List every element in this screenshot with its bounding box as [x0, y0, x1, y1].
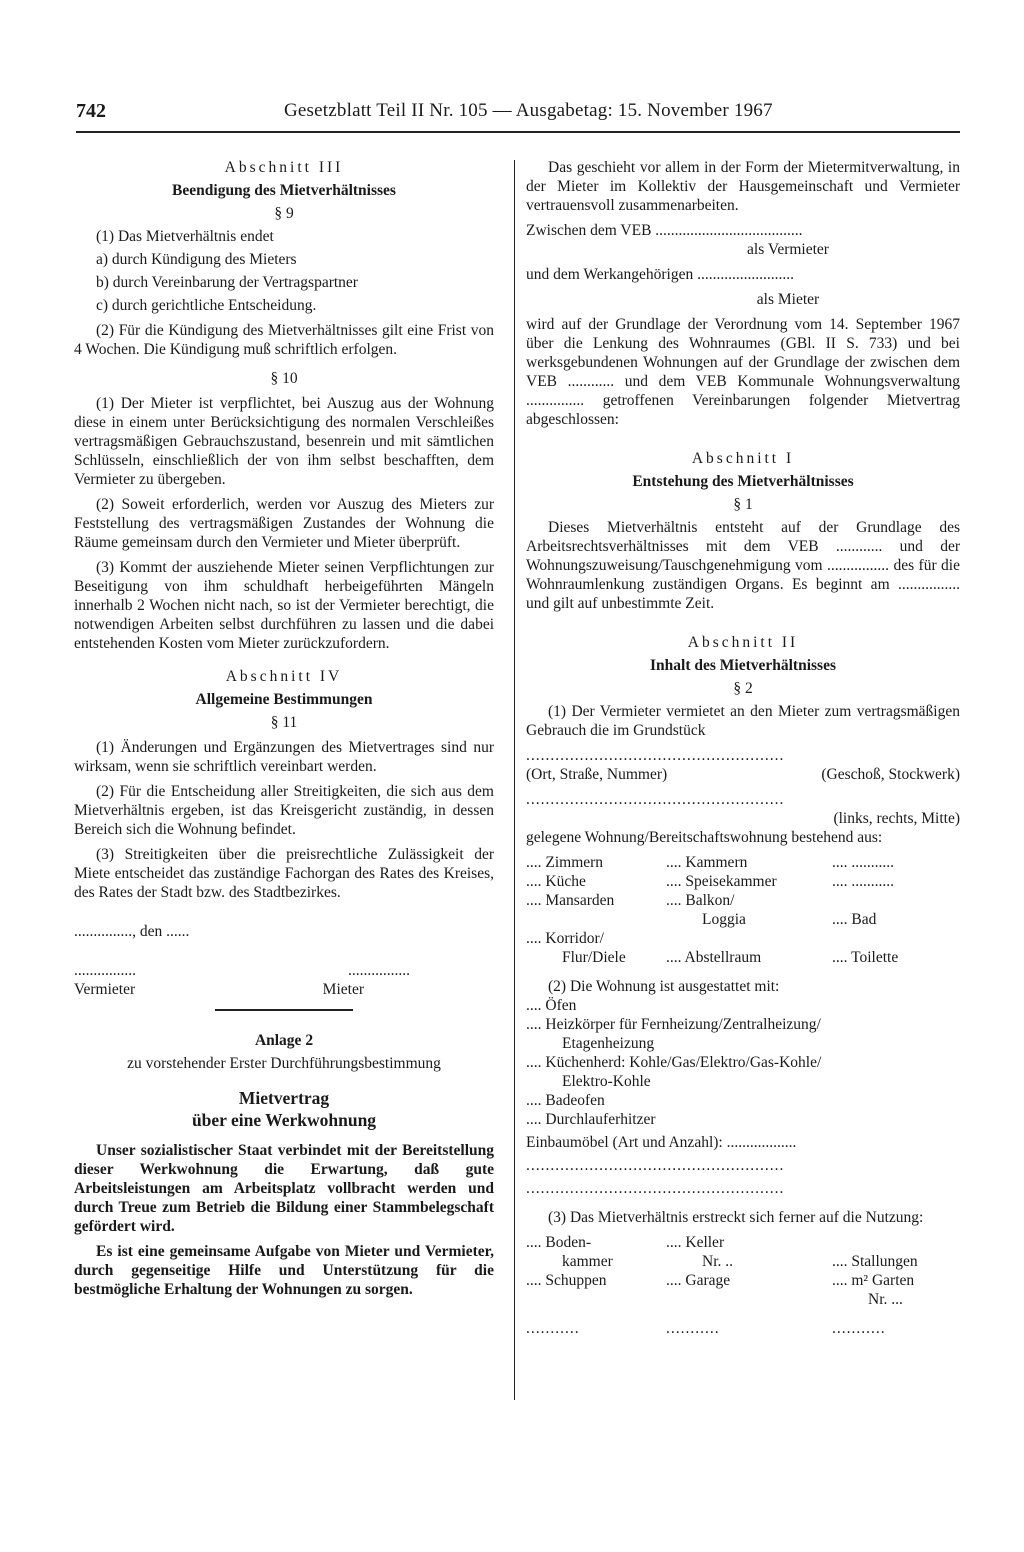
section-title: Entstehung des Mietverhältnisses: [632, 473, 854, 490]
fill-dots: ...........: [832, 1320, 886, 1337]
room-cell: .... Kammern: [666, 854, 748, 871]
clause: (2) Für die Entscheidung aller Streitigkeiten, die sich aus dem Mietverhältnis ergeben, ist das Kreisgericht zuständig, in dessen Bereich sich die Wohnung befindet.: [74, 783, 494, 838]
equipment-item: .... Durchlauferhitzer: [526, 1111, 656, 1128]
separator-rule: [215, 1009, 353, 1011]
fill-line: .....................................................: [526, 747, 785, 764]
bottom-fill-row: [526, 1319, 960, 1338]
clause: gelegene Wohnung/Bereitschaftswohnung bestehend aus:: [526, 829, 883, 846]
contract-subtitle: über eine Werkwohnung: [191, 1110, 377, 1130]
clause: (3) Streitigkeiten über die preisrechtliche Zulässigkeit der Miete entscheidet das zuständige Fachorgan des Rates des Kreises, des Rates der Stadt bzw. des Stadtbezirkes.: [74, 846, 494, 901]
section-title: Allgemeine Bestimmungen: [195, 691, 373, 708]
rooms-grid: [526, 853, 960, 967]
party-role: als Vermieter: [747, 241, 829, 258]
clause: (1) Das Mietverhältnis endet: [96, 228, 274, 245]
usage-cell: .... Keller: [666, 1234, 725, 1251]
annex-title: Anlage 2: [254, 1032, 314, 1049]
intro-paragraph: Es ist eine gemeinsame Aufgabe von Mieter und Vermieter, durch gegenseitige Hilfe und Unterstützung für die bestmögliche Erhaltung der Wohnungen zu sorgen.: [74, 1243, 494, 1298]
annex-subtitle: zu vorstehender Erster Durchführungsbestimmung: [127, 1055, 441, 1072]
caption-links: (links, rechts, Mitte): [833, 810, 960, 827]
clause: (1) Änderungen und Ergänzungen des Mietvertrages sind nur wirksam, wenn sie schriftlich vereinbart werden.: [74, 739, 494, 775]
room-cell: [832, 929, 960, 948]
equipment-item: .... Badeofen: [526, 1092, 605, 1109]
room-cell: .... Korridor/: [526, 930, 604, 947]
section-heading: Abschnitt I: [691, 450, 795, 467]
equipment-item: Etagenheizung: [562, 1035, 655, 1052]
usage-cell: Nr. ..: [702, 1253, 733, 1270]
usage-cell: [526, 1290, 666, 1309]
room-cell: .... Küche: [526, 873, 586, 890]
room-cell: .... Toilette: [832, 949, 899, 966]
room-cell: .... Mansarden: [526, 892, 615, 909]
sig-label-vermieter: Vermieter: [74, 981, 136, 998]
clause-item: b) durch Vereinbarung der Vertragspartner: [96, 274, 358, 291]
sig-dots-right: ................: [348, 962, 410, 979]
room-cell: .... Bad: [832, 911, 877, 928]
clause: (2) Soweit erforderlich, werden vor Auszug des Mieters zur Feststellung des vertragsmäßigen Zustandes der Wohnung die Räume gemeinsam durch den Vermieter und Mieter überprüft.: [74, 496, 494, 551]
equipment-item: .... Küchenherd: Kohle/Gas/Elektro/Gas-Kohle/: [526, 1054, 822, 1071]
usage-cell: .... m² Garten: [832, 1272, 915, 1289]
usage-cell: Nr. ...: [868, 1291, 903, 1308]
paragraph-sign: § 10: [270, 370, 298, 387]
paragraph-sign: § 9: [274, 205, 294, 222]
fill-dots: ...........: [666, 1320, 720, 1337]
room-cell: .... Speisekammer: [666, 873, 777, 890]
equipment-item: .... Heizkörper für Fernheizung/Zentralheizung/: [526, 1016, 821, 1033]
built-in-furniture: Einbaumöbel (Art und Anzahl): ..................: [526, 1134, 797, 1151]
usage-cell: [832, 1233, 960, 1252]
caption-geschoss: (Geschoß, Stockwerk): [821, 766, 960, 783]
room-cell: .... ...........: [832, 854, 894, 871]
equipment-item: Elektro-Kohle: [562, 1073, 651, 1090]
room-cell: [666, 929, 832, 948]
fill-line: .....................................................: [526, 1180, 785, 1197]
usage-cell: .... Schuppen: [526, 1272, 607, 1289]
usage-cell: .... Boden-: [526, 1234, 592, 1251]
signature-dots: [74, 961, 410, 980]
clause-item: c) durch gerichtliche Entscheidung.: [96, 297, 317, 314]
intro-paragraph: Unser sozialistischer Staat verbindet mit der Bereitstellung dieser Werkwohnung die Erwartung, daß gute Arbeitsleistungen am Arbeitsplatz vollbracht werden und durch Treue zum Betrieb die Bildung einer Stammbelegschaft gefördert wird.: [74, 1142, 494, 1235]
clause: Dieses Mietverhältnis entsteht auf der Grundlage des Arbeitsrechtsverhältnisses mit dem VEB ............ und der Wohnungszuweisung/Tauschgenehmigung vom ................ des für die Wohnraumlenkung zuständigen Organs. Es beginnt am ................ und gilt auf unbestimmte Zeit.: [526, 519, 960, 612]
clause: (1) Der Mieter ist verpflichtet, bei Auszug aus der Wohnung diese in einem unter Berücksichtigung des normalen Verschleißes vertragsmäßigen Gebrauchszustand, besenrein und mit sämtlichen Schlüsseln, einschließlich der von ihm selbst beschafften, dem Vermieter zu übergeben.: [74, 395, 494, 488]
room-cell: [832, 891, 960, 910]
caption-ort: (Ort, Straße, Nummer): [526, 766, 668, 783]
header-rule: [76, 131, 960, 133]
party-line: Zwischen dem VEB ......................................: [526, 222, 803, 239]
usage-cell: [666, 1290, 832, 1309]
section-heading: Abschnitt III: [224, 159, 344, 176]
section-title: Beendigung des Mietverhältnisses: [172, 182, 396, 199]
column-divider: [514, 160, 515, 1400]
clause-item: a) durch Kündigung des Mieters: [96, 251, 297, 268]
clause: (2) Für die Kündigung des Mietverhältnisses gilt eine Frist von 4 Wochen. Die Kündigung muß schriftlich erfolgen.: [74, 322, 494, 358]
fill-caption-row: [526, 765, 960, 784]
party-role: als Mieter: [756, 291, 820, 308]
right-column: [526, 158, 960, 1338]
running-header: Gesetzblatt Teil II Nr. 105 — Ausgabetag: 15. November 1967: [284, 100, 773, 121]
contract-basis: wird auf der Grundlage der Verordnung vom 14. September 1967 über die Lenkung des Wohnraumes (GBl. II S. 733) und bei werksgebundenen Wohnungen auf der Grundlage der zwischen dem VEB ............ und dem VEB Kommunale Wohnungsverwaltung ............... getroffenen Vereinbarungen folgender Mietvertrag abgeschlossen:: [526, 316, 960, 428]
room-cell: .... Zimmern: [526, 854, 604, 871]
section-heading: Abschnitt IV: [225, 668, 343, 685]
equipment-item: .... Öfen: [526, 997, 577, 1014]
date-line: ..............., den ......: [74, 923, 190, 940]
room-cell: [526, 910, 666, 929]
paragraph-sign: § 11: [270, 714, 298, 731]
usage-cell: kammer: [562, 1253, 613, 1270]
paragraph-sign: § 2: [733, 680, 753, 697]
clause: (1) Der Vermieter vermietet an den Mieter zum vertragsmäßigen Gebrauch die im Grundstück: [526, 703, 960, 739]
room-cell: Flur/Diele: [562, 949, 626, 966]
left-column: [74, 158, 494, 1299]
section-title: Inhalt des Mietverhältnisses: [650, 657, 836, 674]
usage-cell: .... Stallungen: [832, 1253, 918, 1270]
room-cell: .... Abstellraum: [666, 949, 762, 966]
signature-labels: [74, 980, 410, 999]
intro-paragraph: Das geschieht vor allem in der Form der Mietermitverwaltung, in der Mieter im Kollektiv der Hausgemeinschaft und Vermieter vertrauensvoll zusammenarbeiten.: [526, 159, 960, 214]
room-cell: Loggia: [702, 911, 746, 928]
clause: (2) Die Wohnung ist ausgestattet mit:: [548, 978, 780, 995]
sig-dots-left: ................: [74, 962, 136, 979]
fill-line: .....................................................: [526, 791, 785, 808]
usage-grid: [526, 1233, 960, 1309]
room-cell: .... Balkon/: [666, 892, 735, 909]
paragraph-sign: § 1: [733, 496, 753, 513]
page-number: 742: [76, 100, 106, 122]
section-heading: Abschnitt II: [687, 634, 799, 651]
room-cell: .... ...........: [832, 873, 894, 890]
usage-cell: .... Garage: [666, 1272, 731, 1289]
clause: (3) Das Mietverhältnis erstreckt sich ferner auf die Nutzung:: [548, 1209, 924, 1226]
clause: (3) Kommt der ausziehende Mieter seinen Verpflichtungen zur Beseitigung von ihm schuldhaft herbeigeführten Mängeln innerhalb 2 Wochen nicht nach, so ist der Vermieter berechtigt, die notwendigen Arbeiten selbst durchführen zu lassen und die dabei entstehenden Kosten vom Mieter zurückzufordern.: [74, 559, 494, 652]
contract-title: Mietvertrag: [238, 1088, 330, 1108]
sig-label-mieter: Mieter: [322, 981, 364, 998]
party-line: und dem Werkangehörigen .........................: [526, 266, 794, 283]
fill-dots: ...........: [526, 1320, 580, 1337]
fill-line: .....................................................: [526, 1157, 785, 1174]
